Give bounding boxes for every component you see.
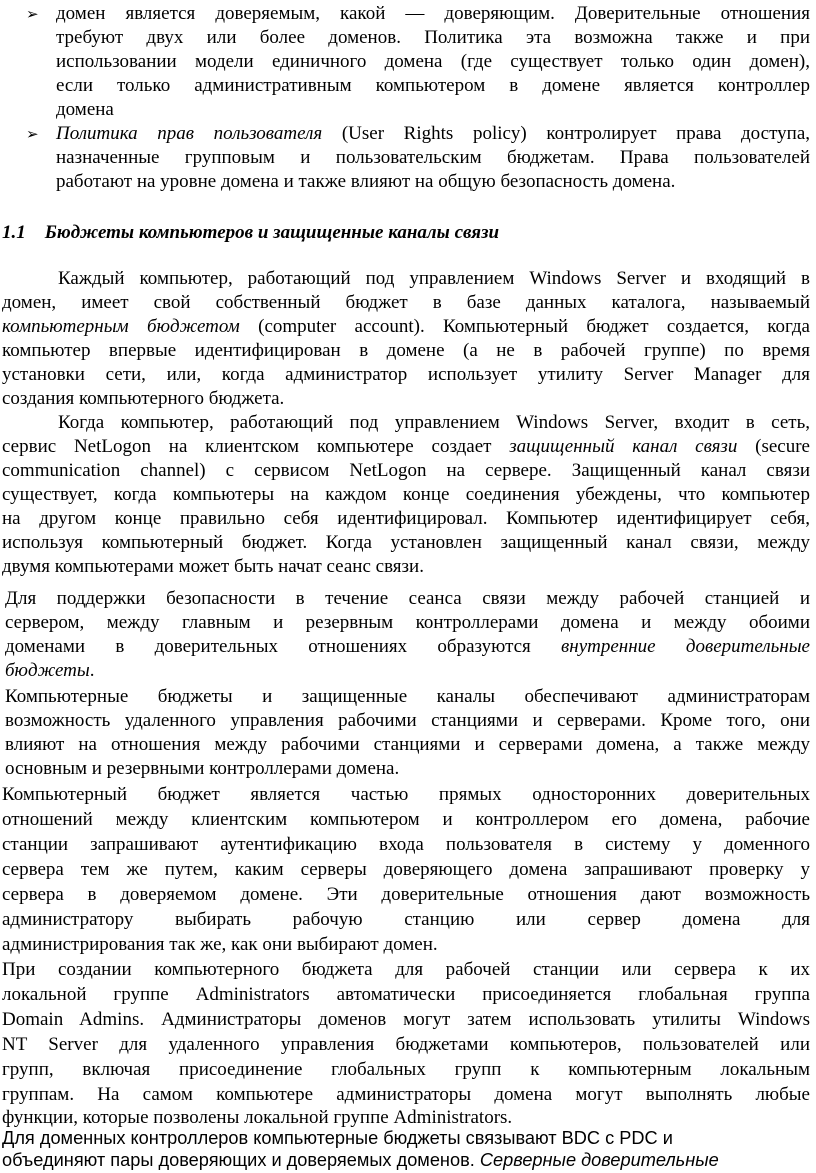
- bullet-1-line-3: использовании модели единичного домена (где существует только один домен),: [56, 51, 810, 72]
- para-2-line-6: используя компьютерный бюджет. Когда установлен защищенный канал связи, между: [2, 532, 810, 553]
- bullet-2-line-3: работают на уровне домена и также влияют на общую безопасность домена.: [56, 171, 676, 192]
- para-5-line-3: станции запрашивают аутентификацию входа пользователя в систему у доменного: [2, 834, 810, 855]
- para-6-line-1: При создании компьютерного бюджета для рабочей станции или сервера к их: [2, 959, 810, 980]
- para-6-line-4: NT Server для удаленного управления бюджетами компьютеров, пользователей или: [2, 1034, 810, 1055]
- para-2-line-3: communication channel) с сервисом NetLogon на сервере. Защищенный канал связи: [2, 460, 810, 481]
- para-5-line-4: сервера тем же путем, каким серверы доверяющего домена запрашивают проверку у: [2, 859, 810, 880]
- para-4-line-4: основным и резервными контроллерами домена.: [5, 758, 400, 779]
- para-2-line-2: сервис NetLogon на клиентском компьютере создает защищенный канал связи (secure: [2, 436, 810, 457]
- para-3-line-1: Для поддержки безопасности в течение сеанса связи между рабочей станцией и: [5, 588, 810, 609]
- bullet-1-line-1: домен является доверяемым, какой — доверяющим. Доверительные отношения: [56, 3, 810, 24]
- para-3-line-3: доменами в доверительных отношениях образуются внутренние доверительные: [5, 636, 810, 657]
- para-6-line-2: локальной группе Administrators автоматически присоединяется глобальная группа: [2, 984, 810, 1005]
- para-7-line-1: Для доменных контроллеров компьютерные бюджеты связывают BDC с PDC и: [2, 1128, 673, 1148]
- para-5-line-1: Компьютерный бюджет является частью прямых односторонних доверительных: [2, 784, 810, 805]
- section-heading: [2, 222, 499, 244]
- bullet-1-line-5: домена: [56, 99, 114, 120]
- para-3-line-2: сервером, между главным и резервным контроллерами домена и между обоими: [5, 612, 810, 633]
- para-2-line-1: Когда компьютер, работающий под управлением Windows Server, входит в сеть,: [58, 412, 810, 433]
- para-5-line-5: сервера в доверяемом домене. Эти доверительные отношения дают возможность: [2, 884, 810, 905]
- para-1-line-3: компьютерным бюджетом (computer account). Компьютерный бюджет создается, когда: [2, 316, 810, 337]
- bullet-2-line-1: Политика прав пользователя (User Rights policy) контролирует права доступа,: [56, 123, 810, 144]
- para-6-line-5: групп, включая присоединение глобальных групп к компьютерным локальным: [2, 1059, 810, 1080]
- para-3-line-4: бюджеты.: [5, 660, 95, 681]
- para-5-line-6: администратору выбирать рабочую станцию или сервер домена для: [2, 909, 810, 930]
- bullet-2-line-2: назначенные групповым и пользовательским бюджетам. Права пользователей: [56, 147, 810, 168]
- para-4-line-1: Компьютерные бюджеты и защищенные каналы обеспечивают администраторам: [5, 686, 810, 707]
- para-6-line-3: Domain Admins. Администраторы доменов могут затем использовать утилиты Windows: [2, 1009, 810, 1030]
- bullet-arrow-icon: ➢: [26, 125, 39, 143]
- para-7-line-2: объединяют пары доверяющих и доверяемых доменов. Серверные доверительные: [2, 1150, 719, 1170]
- para-1-line-4: компьютер впервые идентифицирован в домене (а не в рабочей группе) по время: [2, 340, 810, 361]
- para-5-line-2: отношений между клиентским компьютером и контроллером его домена, рабочие: [2, 809, 810, 830]
- bullet-arrow-icon: ➢: [26, 5, 39, 23]
- bullet-1-line-4: если только административным компьютером в домене является контроллер: [56, 75, 810, 96]
- para-1-line-1: Каждый компьютер, работающий под управлением Windows Server и входящий в: [58, 268, 810, 289]
- section-title: Бюджеты компьютеров и защищенные каналы связи: [44, 222, 500, 243]
- bullet-1-line-2: требуют двух или более доменов. Политика эта возможна также и при: [56, 27, 810, 48]
- para-5-line-7: администрирования так же, как они выбирают домен.: [2, 934, 438, 955]
- para-6-line-6: группам. На самом компьютере администраторы домена могут выполнять любые: [2, 1084, 810, 1105]
- para-2-line-4: существует, когда компьютеры на каждом конце соединения убеждены, что компьютер: [2, 484, 810, 505]
- section-number: 1.1: [2, 222, 26, 243]
- para-1-line-5: установки сети, или, когда администратор использует утилиту Server Manager для: [2, 364, 810, 385]
- para-6-line-7: функции, которые позволены локальной группе Administrators.: [2, 1107, 513, 1128]
- para-4-line-2: возможность удаленного управления рабочими станциями и серверами. Кроме того, они: [5, 710, 810, 731]
- para-2-line-7: двумя компьютерами может быть начат сеанс связи.: [2, 556, 424, 577]
- para-4-line-3: влияют на отношения между рабочими станциями и серверами домена, а также между: [5, 734, 810, 755]
- para-2-line-5: на другом конце правильно себя идентифицировал. Компьютер идентифицирует себя,: [2, 508, 810, 529]
- para-1-line-2: домен, имеет свой собственный бюджет в базе данных каталога, называемый: [2, 292, 810, 313]
- para-1-line-6: создания компьютерного бюджета.: [2, 388, 285, 409]
